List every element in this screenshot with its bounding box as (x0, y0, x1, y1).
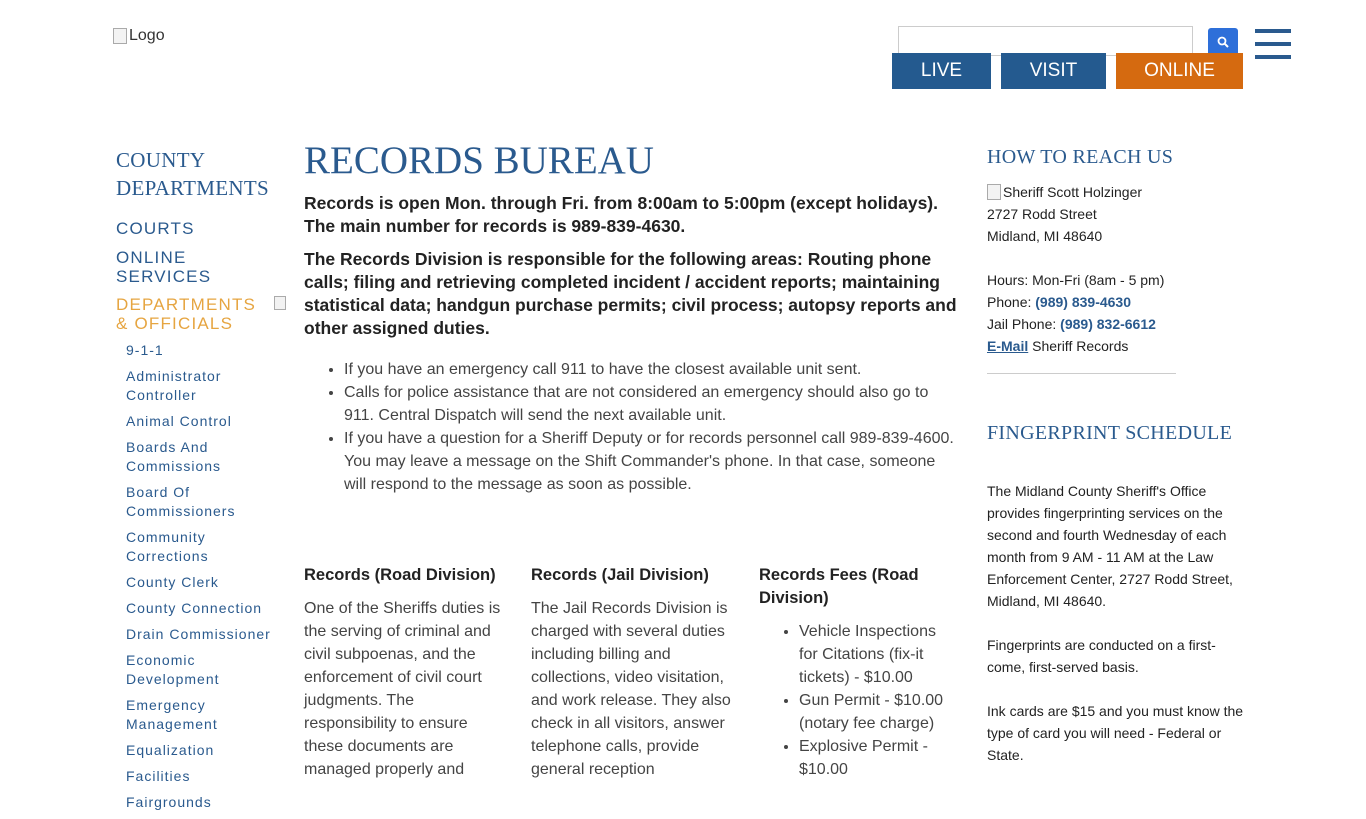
broken-image-icon (987, 184, 1001, 200)
phone-link[interactable]: (989) 839-4630 (1035, 294, 1132, 310)
live-button[interactable]: LIVE (892, 53, 991, 89)
submenu-item-animal-control[interactable]: Animal Control (126, 413, 232, 429)
jail-phone-label: Jail Phone: (987, 316, 1057, 332)
fingerprint-info: The Midland County Sheriff's Office provides fingerprinting services on the second and fourth Wednesday of each month from 9 AM - 11 AM at the Law Enforcement Center, 2727 Rodd Street, Midland, MI 48640. (987, 483, 1233, 609)
site-logo[interactable] (113, 27, 165, 45)
divider (987, 373, 1176, 374)
column-text: One of the Sheriffs duties is the serving of criminal and civil subpoenas, and the enforcement of civil court judgments. The responsibility to ensure these documents are managed properly and (304, 600, 501, 778)
road-division-column (304, 564, 504, 781)
fingerprint-heading: FINGERPRINT SCHEDULE (987, 422, 1233, 444)
submenu-item-board-of-commissioners[interactable]: Board Of Commissioners (126, 484, 236, 519)
submenu-item-facilities[interactable]: Facilities (126, 768, 191, 784)
column-title: Records (Road Division) (304, 566, 496, 584)
jail-phone-line (987, 313, 1247, 335)
hamburger-bar (1255, 55, 1291, 59)
main-content (304, 140, 959, 496)
nav-item-courts[interactable]: COURTS (116, 219, 195, 238)
sheriff-photo-alt: Sheriff Scott Holzinger (1003, 184, 1143, 200)
address-line: 2727 Rodd Street (987, 206, 1097, 222)
submenu-item-fairgrounds[interactable]: Fairgrounds (126, 794, 212, 810)
nav-item-online-services[interactable]: ONLINE SERVICES (116, 248, 212, 286)
submenu-item-drain-commissioner[interactable]: Drain Commissioner (126, 626, 271, 642)
reach-us-heading: HOW TO REACH US (987, 146, 1174, 168)
jail-division-column (531, 564, 731, 781)
logo-alt-text: Logo (129, 27, 165, 44)
intro-hours: Records is open Mon. through Fri. from 8:00am to 5:00pm (except holidays). The main number for records is 989-839-4630. (304, 193, 938, 236)
submenu-item-911[interactable]: 9-1-1 (126, 342, 164, 358)
nav-item-label: DEPARTMENTS & OFFICIALS (116, 295, 257, 333)
fee-item: • Explosive Permit - $10.00 (799, 735, 944, 781)
hamburger-bar (1255, 29, 1291, 33)
submenu-item-boards-and-commissions[interactable]: Boards And Commissions (126, 439, 222, 474)
submenu-item-county-connection[interactable]: County Connection (126, 600, 263, 616)
submenu-item-community-corrections[interactable]: Community Corrections (126, 529, 209, 564)
submenu-list (126, 341, 286, 812)
left-navigation (116, 146, 286, 819)
intro-responsibilities: The Records Division is responsible for the following areas: Routing phone calls; filing and retrieving completed incident / accident reports; maintaining statistical data; handgun purchase permits; civil process; autopsy reports and other assigned duties. (304, 249, 957, 338)
email-suffix: Sheriff Records (1032, 338, 1129, 354)
column-text: The Jail Records Division is charged with several duties including billing and collections, video visitation, and work release. They also check in all visitors, answer telephone calls, provide general reception (531, 600, 731, 778)
search-button[interactable] (1208, 28, 1238, 56)
online-button[interactable]: ONLINE (1116, 53, 1243, 89)
email-line (987, 335, 1247, 357)
fees-column (759, 564, 944, 781)
fee-item: • Vehicle Inspections for Citations (fix-it tickets) - $10.00 (799, 620, 944, 689)
nav-item-departments-officials[interactable] (116, 295, 286, 333)
column-title: Records (Jail Division) (531, 566, 709, 584)
submenu-item-economic-development[interactable]: Economic Development (126, 652, 220, 687)
submenu-item-county-clerk[interactable]: County Clerk (126, 574, 219, 590)
phone-label: Phone: (987, 294, 1032, 310)
submenu-item-emergency-management[interactable]: Emergency Management (126, 697, 218, 732)
address-city: Midland, MI 48640 (987, 228, 1103, 244)
nav-heading[interactable] (116, 146, 286, 202)
fingerprint-basis: Fingerprints are conducted on a first-come, first-served basis. (987, 637, 1216, 675)
submenu-toggle-icon[interactable] (274, 296, 286, 310)
broken-image-icon (113, 28, 127, 44)
fingerprint-cards: Ink cards are $15 and you must know the type of card you will need - Federal or State. (987, 703, 1244, 763)
search-icon (1217, 36, 1229, 48)
fee-item: • Gun Permit - $10.00 (notary fee charge) (799, 689, 944, 735)
list-item: • If you have an emergency call 911 to have the closest available unit sent. (344, 358, 959, 381)
list-item: • Calls for police assistance that are not considered an emergency should also go to 911. Central Dispatch will send the next available unit. (344, 381, 959, 427)
submenu-item-equalization[interactable]: Equalization (126, 742, 215, 758)
hamburger-menu-icon[interactable] (1255, 29, 1291, 59)
nav-heading-line: COUNTY (116, 148, 206, 172)
hamburger-bar (1255, 42, 1291, 46)
list-item: • If you have a question for a Sheriff Deputy or for records personnel call 989-839-4600. You may leave a message on the Shift Commander's phone. In that case, someone will respond to the message as soon as possible. (344, 427, 959, 496)
office-hours: Hours: Mon-Fri (8am - 5 pm) (987, 272, 1165, 288)
submenu-item-administrator-controller[interactable]: Administrator Controller (126, 368, 222, 403)
page-title: RECORDS BUREAU (304, 139, 654, 182)
contact-sidebar (987, 145, 1247, 766)
visit-button[interactable]: VISIT (1001, 53, 1106, 89)
info-bullets (304, 358, 959, 496)
phone-line (987, 291, 1247, 313)
sheriff-photo (987, 181, 1247, 203)
email-link[interactable]: E-Mail (987, 338, 1029, 354)
jail-phone-link[interactable]: (989) 832-6612 (1060, 316, 1156, 332)
column-title: Records Fees (Road Division) (759, 566, 919, 607)
nav-heading-line: DEPARTMENTS (116, 176, 269, 200)
search-input[interactable] (898, 26, 1193, 56)
fees-list (759, 620, 944, 781)
